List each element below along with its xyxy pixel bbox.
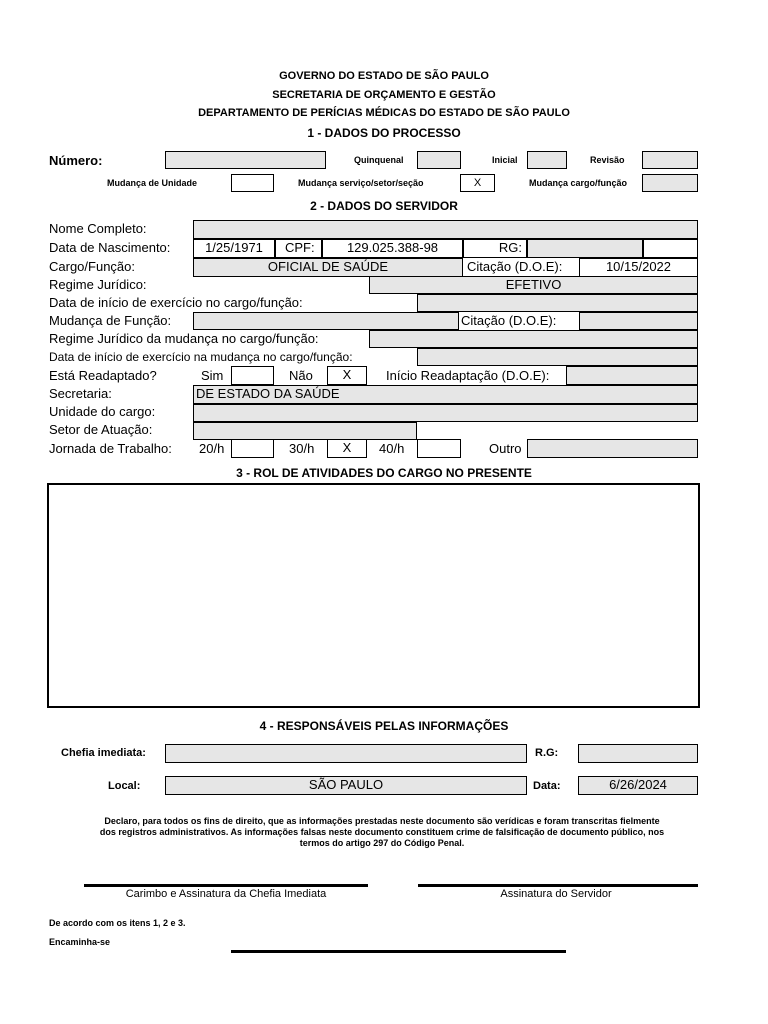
- header-line-2: SECRETARIA DE ORÇAMENTO E GESTÃO: [272, 89, 496, 101]
- nascimento-label: Data de Nascimento:: [49, 240, 171, 255]
- regime-field[interactable]: EFETIVO: [369, 276, 698, 294]
- numero-field[interactable]: [165, 151, 326, 169]
- atividades-textarea[interactable]: [47, 483, 700, 708]
- inicio-exercicio-field[interactable]: [417, 294, 698, 312]
- inicio-readaptacao-label: Início Readaptação (D.O.E):: [386, 368, 550, 383]
- quinquenal-field[interactable]: [417, 151, 461, 169]
- declaration-line-3: termos do artigo 297 do Código Penal.: [299, 838, 465, 848]
- regime-mudanca-label: Regime Jurídico da mudança no cargo/função:: [49, 331, 319, 346]
- nao-checkbox[interactable]: X: [327, 366, 367, 385]
- cargo-field[interactable]: OFICIAL DE SAÚDE: [193, 258, 463, 277]
- inicial-field[interactable]: [527, 151, 567, 169]
- mudanca-servico-label: Mudança serviço/setor/seção: [298, 178, 424, 188]
- setor-field[interactable]: [193, 422, 417, 440]
- section-3-title: 3 - ROL DE ATIVIDADES DO CARGO NO PRESENTE: [236, 466, 532, 480]
- jornada-label: Jornada de Trabalho:: [49, 441, 172, 456]
- mudanca-cargo-field[interactable]: [642, 174, 698, 192]
- jornada-30-label: 30/h: [289, 441, 315, 456]
- mudanca-servico-field[interactable]: X: [460, 174, 495, 192]
- inicio-readaptacao-field[interactable]: [566, 366, 698, 385]
- outro-field[interactable]: [527, 439, 698, 458]
- rg4-label: R.G:: [535, 747, 559, 759]
- rg-extra: [643, 239, 698, 258]
- mudanca-unidade-label: Mudança de Unidade: [107, 178, 198, 188]
- unidade-label: Unidade do cargo:: [49, 404, 156, 419]
- local-field[interactable]: SÃO PAULO: [165, 776, 527, 795]
- jornada-40-checkbox[interactable]: [417, 439, 461, 458]
- revisao-label: Revisão: [590, 155, 625, 165]
- rg-field[interactable]: [527, 239, 643, 258]
- cpf-label: CPF:: [275, 239, 322, 258]
- declaration-line-2: dos registros administrativos. As informações falsas neste documento constituem crime de falsificação de documento público, nos: [99, 827, 665, 837]
- mudanca-funcao-label: Mudança de Função:: [49, 313, 172, 328]
- section-1-title: 1 - DADOS DO PROCESSO: [307, 126, 461, 140]
- rg-label: RG:: [463, 239, 527, 258]
- header-line-3: DEPARTAMENTO DE PERÍCIAS MÉDICAS DO ESTADO DE SÃO PAULO: [198, 107, 570, 119]
- signature-line-chefia: [84, 884, 368, 887]
- regime-label: Regime Jurídico:: [49, 277, 147, 292]
- sim-checkbox[interactable]: [231, 366, 274, 385]
- citacao2-field[interactable]: [579, 312, 698, 330]
- inicial-label: Inicial: [492, 155, 518, 165]
- numero-label: Número:: [49, 153, 103, 168]
- local-label: Local:: [108, 780, 141, 792]
- encaminha-signature-line: [231, 950, 566, 953]
- regime-mudanca-field[interactable]: [369, 330, 698, 348]
- encaminha-text: Encaminha-se: [49, 937, 111, 947]
- mudanca-unidade-field[interactable]: [231, 174, 274, 192]
- nome-label: Nome Completo:: [49, 221, 147, 236]
- citacao2-label: Citação (D.O.E):: [461, 313, 557, 328]
- mudanca-cargo-label: Mudança cargo/função: [529, 178, 628, 188]
- inicio-mudanca-field[interactable]: [417, 348, 698, 366]
- signature-line-servidor: [418, 884, 698, 887]
- jornada-20-label: 20/h: [199, 441, 225, 456]
- nascimento-field[interactable]: 1/25/1971: [193, 239, 275, 258]
- cpf-field[interactable]: 129.025.388-98: [322, 239, 463, 258]
- nao-label: Não: [289, 368, 313, 383]
- quinquenal-label: Quinquenal: [354, 155, 404, 165]
- readaptado-label: Está Readaptado?: [49, 368, 157, 383]
- jornada-30-checkbox[interactable]: X: [327, 439, 367, 458]
- outro-label: Outro: [489, 441, 522, 456]
- secretaria-label: Secretaria:: [49, 386, 112, 401]
- inicio-mudanca-label: Data de início de exercício na mudança no cargo/função:: [49, 350, 353, 364]
- section-2-title: 2 - DADOS DO SERVIDOR: [310, 199, 458, 213]
- unidade-field[interactable]: [193, 404, 698, 422]
- declaration-line-1: Declaro, para todos os fins de direito, que as informações prestadas neste documento são verídicas e foram transcritas fielmente: [104, 816, 660, 826]
- secretaria-field[interactable]: DE ESTADO DA SAÚDE: [193, 385, 698, 404]
- revisao-field[interactable]: [642, 151, 698, 169]
- chefia-field[interactable]: [165, 744, 527, 763]
- cargo-label: Cargo/Função:: [49, 259, 135, 274]
- citacao-label: Citação (D.O.E):: [467, 259, 563, 274]
- signature-servidor-label: Assinatura do Servidor: [500, 888, 612, 900]
- header-line-1: GOVERNO DO ESTADO DE SÃO PAULO: [279, 70, 489, 82]
- signature-chefia-label: Carimbo e Assinatura da Chefia Imediata: [125, 888, 327, 900]
- jornada-40-label: 40/h: [379, 441, 405, 456]
- citacao-field[interactable]: 10/15/2022: [579, 258, 698, 277]
- jornada-20-checkbox[interactable]: [231, 439, 274, 458]
- setor-label: Setor de Atuação:: [49, 422, 153, 437]
- acordo-text: De acordo com os itens 1, 2 e 3.: [49, 918, 186, 928]
- data-field[interactable]: 6/26/2024: [578, 776, 698, 795]
- nome-field[interactable]: [193, 220, 698, 239]
- sim-label: Sim: [201, 368, 224, 383]
- chefia-label: Chefia imediata:: [61, 747, 146, 759]
- inicio-exercicio-label: Data de início de exercício no cargo/função:: [49, 295, 303, 310]
- mudanca-funcao-field[interactable]: [193, 312, 459, 330]
- section-4-title: 4 - RESPONSÁVEIS PELAS INFORMAÇÕES: [259, 719, 509, 733]
- rg4-field[interactable]: [578, 744, 698, 763]
- data-label: Data:: [533, 780, 561, 792]
